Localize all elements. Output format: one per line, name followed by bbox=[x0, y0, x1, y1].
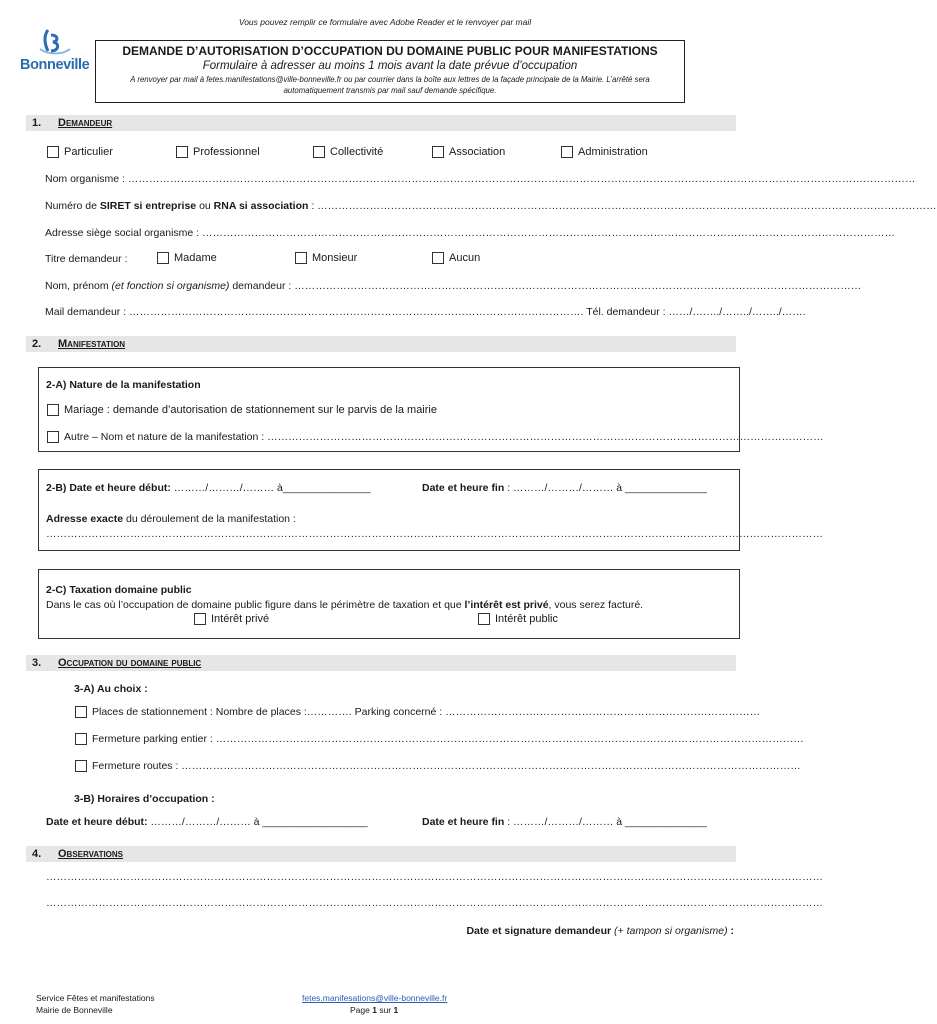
text: sur bbox=[376, 1005, 394, 1015]
checkbox-label: Madame bbox=[174, 252, 217, 264]
bonneville-logo bbox=[18, 27, 94, 77]
checkbox-administration[interactable] bbox=[561, 146, 573, 158]
field-label: Mail demandeur : bbox=[45, 306, 127, 318]
section-number: 4. bbox=[32, 848, 42, 860]
section-1-header bbox=[26, 115, 736, 131]
checkbox-label: Mariage : demande d’autorisation de stationnement sur le parvis de la mairie bbox=[64, 404, 437, 416]
checkbox-association[interactable] bbox=[432, 146, 444, 158]
field-label: Autre – Nom et nature de la manifestation : bbox=[64, 431, 265, 443]
text: , vous serez facturé. bbox=[548, 599, 644, 611]
fermeture-parking-field[interactable]: Fermeture parking entier : …………………………………………………………………………………………………………………………………………………… bbox=[92, 733, 804, 745]
checkbox-professionnel[interactable] bbox=[176, 146, 188, 158]
date-fin-field[interactable] bbox=[422, 482, 707, 494]
page-number: 1 bbox=[372, 1005, 377, 1015]
field-label: demandeur : bbox=[229, 280, 292, 292]
checkbox-label: Intérêt public bbox=[495, 613, 558, 625]
text: Dans le cas où l’occupation de domaine public figure dans le périmètre de taxation et que bbox=[46, 599, 465, 611]
field-label: du déroulement de la manifestation : bbox=[123, 513, 296, 525]
siret-rna-field[interactable]: Numéro de SIRET si entreprise ou RNA si association : …………………………………………………………………………………………………………………………………………………………… bbox=[45, 200, 937, 212]
mail-tel-field[interactable]: Mail demandeur : …………………………………………………………………………………………………………………. Tél. demandeur : ……/……../……../……../……. bbox=[45, 306, 806, 318]
checkbox-label: Collectivité bbox=[330, 146, 384, 158]
section-title: Demandeur bbox=[58, 117, 113, 129]
section-title: Occupation du domaine public bbox=[58, 657, 202, 669]
date-debut-field[interactable] bbox=[46, 482, 370, 494]
section-number: 2. bbox=[32, 338, 42, 350]
field-label: : bbox=[308, 200, 315, 212]
checkbox-particulier[interactable] bbox=[47, 146, 59, 158]
field-label-bold: 2-B) Date et heure début: bbox=[46, 482, 171, 494]
footer-service: Service Fêtes et manifestations bbox=[36, 993, 155, 1003]
checkbox-madame[interactable] bbox=[157, 252, 169, 264]
checkbox-label: Aucun bbox=[449, 252, 481, 264]
occupation-debut-field[interactable] bbox=[46, 816, 368, 828]
checkbox-label: Intérêt privé bbox=[211, 613, 270, 625]
page-total: 1 bbox=[393, 1005, 399, 1015]
field-value: : ………/………/……… à ______________ bbox=[504, 482, 707, 494]
checkbox-monsieur[interactable] bbox=[295, 252, 307, 264]
field-label: Numéro de bbox=[45, 200, 100, 212]
footer-page bbox=[350, 1005, 398, 1015]
footer-mairie: Mairie de Bonneville bbox=[36, 1005, 113, 1015]
text-bold: : bbox=[727, 925, 734, 937]
nom-prenom-field[interactable]: Nom, prénom (et fonction si organisme) demandeur : ……………………………………………………………………………………………………………………………………………… bbox=[45, 280, 862, 292]
field-label-bold: Date et heure début: bbox=[46, 816, 148, 828]
field-label-bold: Date et heure fin bbox=[422, 816, 505, 828]
checkbox-label: Administration bbox=[578, 146, 648, 158]
signature-label bbox=[466, 925, 734, 937]
checkbox-fermeture-parking[interactable] bbox=[75, 733, 87, 745]
checkbox-collectivite[interactable] bbox=[313, 146, 325, 158]
nom-organisme-field[interactable]: Nom organisme : ……………………………………………………………………………………………………………………………………………………………………………………………………… bbox=[45, 173, 916, 185]
field-label-bold: Adresse exacte bbox=[46, 513, 124, 525]
checkbox-interet-public[interactable] bbox=[478, 613, 490, 625]
section-3-header bbox=[26, 655, 736, 671]
titre-demandeur-label: Titre demandeur : bbox=[45, 253, 128, 265]
observations-line-2[interactable]: …………………………………………………………………………………………………………………………………………………………………………………………………… bbox=[46, 897, 823, 909]
checkbox-label: Professionnel bbox=[193, 146, 260, 158]
field-label: Fermeture parking entier : bbox=[92, 733, 213, 745]
field-label: Adresse siège social organisme : bbox=[45, 227, 200, 239]
subsection-3a-title: 3-A) Au choix : bbox=[74, 683, 148, 695]
occupation-fin-field[interactable] bbox=[422, 816, 707, 828]
checkbox-label: Particulier bbox=[64, 146, 113, 158]
subsection-2a-title: 2-A) Nature de la manifestation bbox=[46, 379, 201, 391]
subsection-3b-title: 3-B) Horaires d’occupation : bbox=[74, 793, 215, 805]
adresse-siege-field[interactable]: Adresse siège social organisme : ……………………………………………………………………………………………………………………………………………………………………………… bbox=[45, 227, 895, 239]
checkbox-mariage[interactable] bbox=[47, 404, 59, 416]
field-label-bold: RNA si association bbox=[213, 200, 309, 212]
top-note: Vous pouvez remplir ce formulaire avec Adobe Reader et le renvoyer par mail bbox=[238, 17, 532, 27]
adresse-exacte-field[interactable]: …………………………………………………………………………………………………………………………………………………………………………………………………… bbox=[46, 528, 823, 540]
text-italic: (+ tampon si organisme) bbox=[611, 925, 728, 937]
text-bold: l’intérêt est privé bbox=[464, 599, 549, 611]
form-note: A renvoyer par mail à fetes.manifestations@ville-bonneville.fr ou par courrier dans la boîte aux lettres de la façade principale de la Mairie. L’arrêté sera automatiquement transmis par mail sauf demande spécifique. bbox=[130, 75, 650, 95]
field-value: ………/………/……… à __________________ bbox=[147, 816, 368, 828]
checkbox-label: Association bbox=[449, 146, 506, 158]
text: Page bbox=[350, 1005, 373, 1015]
field-label: Nom organisme : bbox=[45, 173, 125, 185]
field-label: Nom, prénom bbox=[45, 280, 112, 292]
field-label: ou bbox=[196, 200, 214, 212]
places-stationnement-field[interactable]: Places de stationnement : Nombre de places :…………. Parking concerné : ……………………………………………………………………………… bbox=[92, 706, 761, 718]
field-label-italic: (et fonction si organisme) bbox=[111, 280, 230, 292]
section-4-header bbox=[26, 846, 736, 862]
fermeture-routes-field[interactable]: Fermeture routes : …………………………………………………………………………………………………………………………………………………………… bbox=[92, 760, 801, 772]
section-number: 3. bbox=[32, 657, 42, 669]
section-2-header bbox=[26, 336, 736, 352]
field-label: Places de stationnement : Nombre de places :…………. Parking concerné : bbox=[92, 706, 443, 718]
field-label: Fermeture routes : bbox=[92, 760, 179, 772]
tel-label: Tél. demandeur : ……/……../……../……../……. bbox=[586, 306, 806, 318]
checkbox-label: Monsieur bbox=[312, 252, 358, 264]
field-label-bold: Date et heure fin bbox=[422, 482, 505, 494]
adresse-exacte-label bbox=[46, 513, 296, 525]
autre-field[interactable]: Autre – Nom et nature de la manifestation : …………………………………………………………………………………………………………………………………………… bbox=[64, 431, 824, 443]
field-label-bold: SIRET si entreprise bbox=[99, 200, 197, 212]
logo-mark-icon bbox=[18, 27, 94, 59]
section-title: Manifestation bbox=[58, 338, 126, 350]
section-title: Observations bbox=[58, 848, 124, 860]
subsection-2c-title: 2-C) Taxation domaine public bbox=[46, 584, 192, 596]
header-box bbox=[95, 40, 685, 103]
checkbox-places-stationnement[interactable] bbox=[75, 706, 87, 718]
text-bold: Date et signature demandeur bbox=[466, 925, 612, 937]
checkbox-interet-prive[interactable] bbox=[194, 613, 206, 625]
field-value: : ………/………/……… à ______________ bbox=[504, 816, 707, 828]
checkbox-aucun[interactable] bbox=[432, 252, 444, 264]
form-subtitle: Formulaire à adresser au moins 1 mois avant la date prévue d’occupation bbox=[202, 60, 578, 72]
section-number: 1. bbox=[32, 117, 42, 129]
logo-text: Bonneville bbox=[20, 57, 90, 73]
checkbox-fermeture-routes[interactable] bbox=[75, 760, 87, 772]
checkbox-autre[interactable] bbox=[47, 431, 59, 443]
form-title: DEMANDE D’AUTORISATION D’OCCUPATION DU DOMAINE PUBLIC POUR MANIFESTATIONS bbox=[122, 44, 658, 58]
observations-line-1[interactable]: …………………………………………………………………………………………………………………………………………………………………………………………………… bbox=[46, 871, 823, 883]
taxation-text bbox=[46, 599, 643, 611]
footer-email-link[interactable]: fetes.manifesations@ville-bonneville.fr bbox=[302, 993, 448, 1003]
field-value: ………/………/……… à_______________ bbox=[170, 482, 371, 494]
